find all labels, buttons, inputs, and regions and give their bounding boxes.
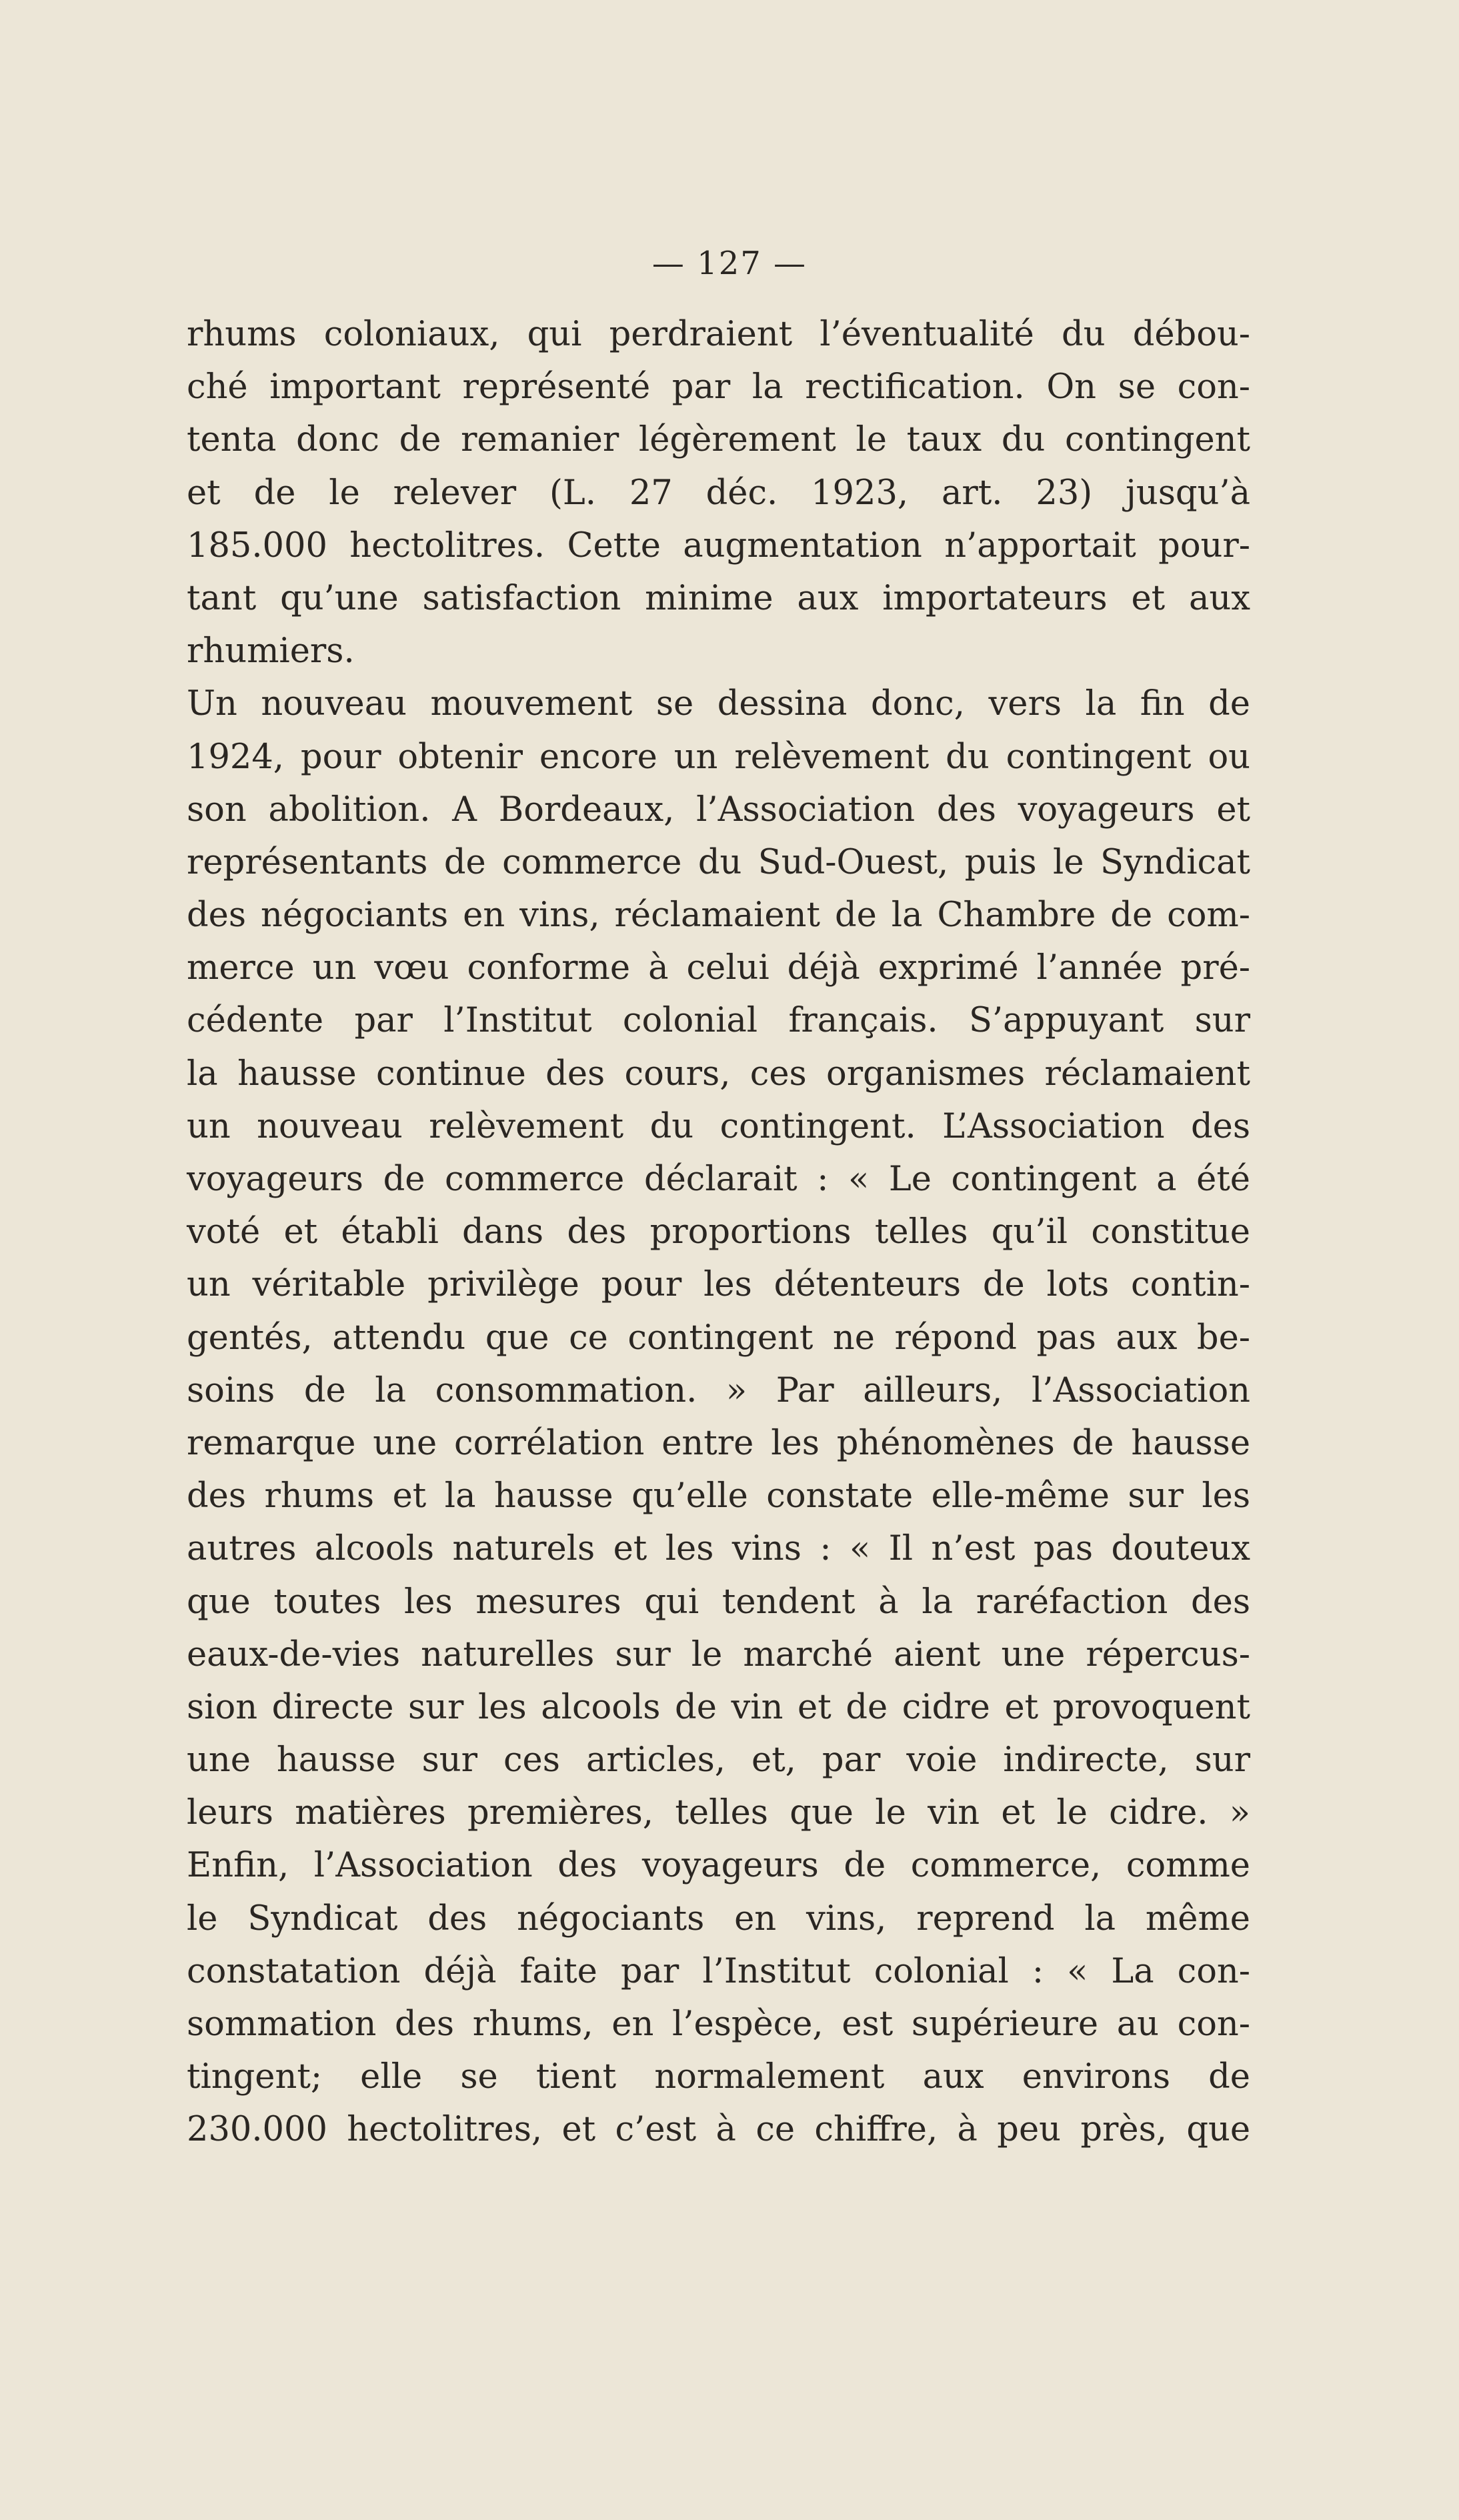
text-line: la hausse continue des cours, ces organismes réclamaient (187, 1054, 1250, 1094)
text-line: constatation déjà faite par l’Institut colonial : « La con- (187, 1951, 1250, 1991)
text-line: tingent; elle se tient normalement aux environs de (187, 2057, 1250, 2097)
text-line: que toutes les mesures qui tendent à la raréfaction des (187, 1582, 1250, 1622)
text-line: un nouveau relèvement du contingent. L’Association des (187, 1106, 1250, 1146)
text-line: Enfin, l’Association des voyageurs de commerce, comme (187, 1846, 1250, 1886)
text-line: voté et établi dans des proportions telles qu’il constitue (187, 1212, 1250, 1252)
body-text (187, 308, 1250, 2157)
text-line: rhums coloniaux, qui perdraient l’éventualité du débou- (187, 315, 1250, 354)
text-line: ché important représenté par la rectification. On se con- (187, 367, 1250, 407)
text-line: rhumiers. (187, 632, 355, 672)
text-line: 1924, pour obtenir encore un relèvement du contingent ou (187, 737, 1250, 777)
text-line: une hausse sur ces articles, et, par voie indirecte, sur (187, 1740, 1250, 1780)
text-line: représentants de commerce du Sud-Ouest, puis le Syndicat (187, 842, 1250, 882)
text-line: 230.000 hectolitres, et c’est à ce chiffre, à peu près, que (187, 2110, 1250, 2150)
text-line: soins de la consommation. » Par ailleurs, l’Association (187, 1370, 1250, 1410)
text-line: remarque une corrélation entre les phénomènes de hausse (187, 1423, 1250, 1463)
text-line: cédente par l’Institut colonial français. S’appuyant sur (187, 1001, 1250, 1041)
text-line: tenta donc de remanier légèrement le taux du contingent (187, 420, 1250, 460)
text-line: son abolition. A Bordeaux, l’Association des voyageurs et (187, 790, 1250, 830)
text-line: eaux-de-vies naturelles sur le marché aient une répercus- (187, 1634, 1250, 1674)
text-line: sion directe sur les alcools de vin et de cidre et provoquent (187, 1687, 1250, 1727)
text-line: tant qu’une satisfaction minime aux importateurs et aux (187, 578, 1250, 618)
text-line: des négociants en vins, réclamaient de la Chambre de com- (187, 896, 1250, 936)
text-line: le Syndicat des négociants en vins, reprend la même (187, 1899, 1250, 1939)
text-line: voyageurs de commerce déclarait : « Le contingent a été (187, 1160, 1250, 1199)
text-line: merce un vœu conforme à celui déjà exprimé l’année pré- (187, 948, 1250, 988)
text-line: un véritable privilège pour les détenteurs de lots contin- (187, 1265, 1250, 1305)
text-line: gentés, attendu que ce contingent ne répond pas aux be- (187, 1318, 1250, 1358)
text-line: leurs matières premières, telles que le vin et le cidre. » (187, 1793, 1250, 1833)
paragraph-start-line: Un nouveau mouvement se dessina donc, vers la fin de (187, 684, 1250, 724)
text-line: 185.000 hectolitres. Cette augmentation n’apportait pour- (187, 525, 1250, 565)
text-line: autres alcools naturels et les vins : « Il n’est pas douteux (187, 1529, 1250, 1569)
text-line: et de le relever (L. 27 déc. 1923, art. 23) jusqu’à (187, 473, 1250, 513)
text-line: sommation des rhums, en l’espèce, est supérieure au con- (187, 2005, 1250, 2044)
page-number: — 127 — (651, 245, 808, 282)
text-line: des rhums et la hausse qu’elle constate elle-même sur les (187, 1476, 1250, 1516)
